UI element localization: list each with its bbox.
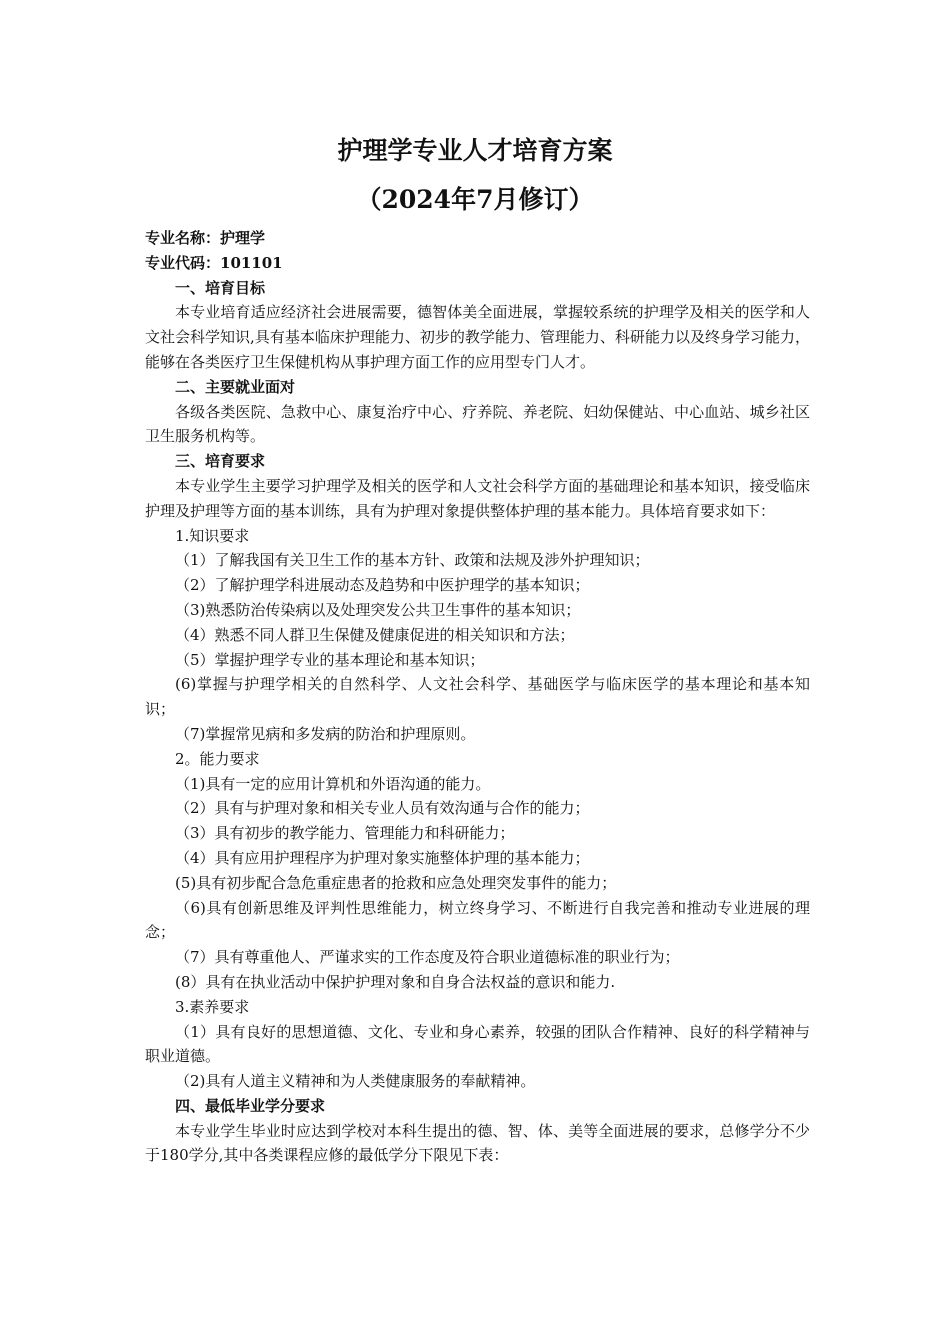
section-heading: 三、培育要求 <box>175 452 266 471</box>
list-item: (8）具有在执业活动中保护护理对象和自身合法权益的意识和能力. <box>175 972 616 991</box>
document-subtitle: （2024年7月修订） <box>356 185 594 214</box>
list-item: (6)掌握与护理学相关的自然科学、人文社会科学、基础医学与临床医学的基本理论和基本知识； <box>145 675 810 719</box>
list-item: （2）了解护理学科进展动态及趋势和中医护理学的基本知识； <box>175 576 590 595</box>
section-heading: 二、主要就业面对 <box>175 377 296 396</box>
list-item: （7)掌握常见病和多发病的防治和护理原则。 <box>175 724 476 743</box>
list-item: （4）具有应用护理程序为护理对象实施整体护理的基本能力； <box>175 848 590 867</box>
document-title: 护理学专业人才培育方案 <box>337 136 613 165</box>
list-item: （5）掌握护理学专业的基本理论和基本知识； <box>175 650 485 669</box>
subsection-heading: 2。能力要求 <box>175 749 260 768</box>
list-item: （2)具有人道主义精神和为人类健康服务的奉献精神。 <box>175 1072 536 1091</box>
subsection-heading: 1.知识要求 <box>175 526 250 545</box>
list-item: （4）熟悉不同人群卫生保健及健康促进的相关知识和方法； <box>175 625 575 644</box>
list-item: （7）具有尊重他人、严谨求实的工作态度及符合职业道德标准的职业行为； <box>175 948 680 967</box>
document-body <box>145 226 810 1168</box>
list-item: （2）具有与护理对象和相关专业人员有效沟通与合作的能力； <box>175 799 590 818</box>
paragraph: 本专业学生主要学习护理学及相关的医学和人文社会科学方面的基础理论和基本知识，接受临床护理及护理等方面的基本训练，具有为护理对象提供整体护理的基本能力。具体培育要求如下： <box>145 476 810 520</box>
paragraph: 本专业培育适应经济社会进展需要，德智体美全面进展，掌握较系统的护理学及相关的医学和人文社会科学知识,具有基本临床护理能力、初步的教学能力、管理能力、科研能力以及终身学习能力，能够在各类医疗卫生保健机构从事护理方面工作的应用型专门人才。 <box>145 303 810 371</box>
section-heading: 一、培育目标 <box>175 278 266 297</box>
paragraph: 各级各类医院、急救中心、康复治疗中心、疗养院、养老院、妇幼保健站、中心血站、城乡社区卫生服务机构等。 <box>145 402 810 446</box>
list-item: （1）具有良好的思想道德、文化、专业和身心素养，较强的团队合作精神、良好的科学精神与职业道德。 <box>145 1022 810 1066</box>
major-code: 专业代码：101101 <box>145 253 283 272</box>
list-item: （3)熟悉防治传染病以及处理突发公共卫生事件的基本知识； <box>175 600 581 619</box>
paragraph: 本专业学生毕业时应达到学校对本科生提出的德、智、体、美等全面进展的要求，总修学分不少于180学分,其中各类课程应修的最低学分下限见下表： <box>145 1121 810 1165</box>
section-heading: 四、最低毕业学分要求 <box>175 1096 326 1115</box>
list-item: （3）具有初步的教学能力、管理能力和科研能力； <box>175 824 515 843</box>
major-name: 专业名称：护理学 <box>145 229 266 247</box>
subsection-heading: 3.素养要求 <box>175 997 250 1016</box>
list-item: （1）了解我国有关卫生工作的基本方针、政策和法规及涉外护理知识； <box>175 551 650 570</box>
list-item: （6)具有创新思维及评判性思维能力，树立终身学习、不断进行自我完善和推动专业进展的理念； <box>145 898 810 942</box>
list-item: （1)具有一定的应用计算机和外语沟通的能力。 <box>175 774 491 793</box>
list-item: (5)具有初步配合急危重症患者的抢救和应急处理突发事件的能力； <box>175 873 617 892</box>
